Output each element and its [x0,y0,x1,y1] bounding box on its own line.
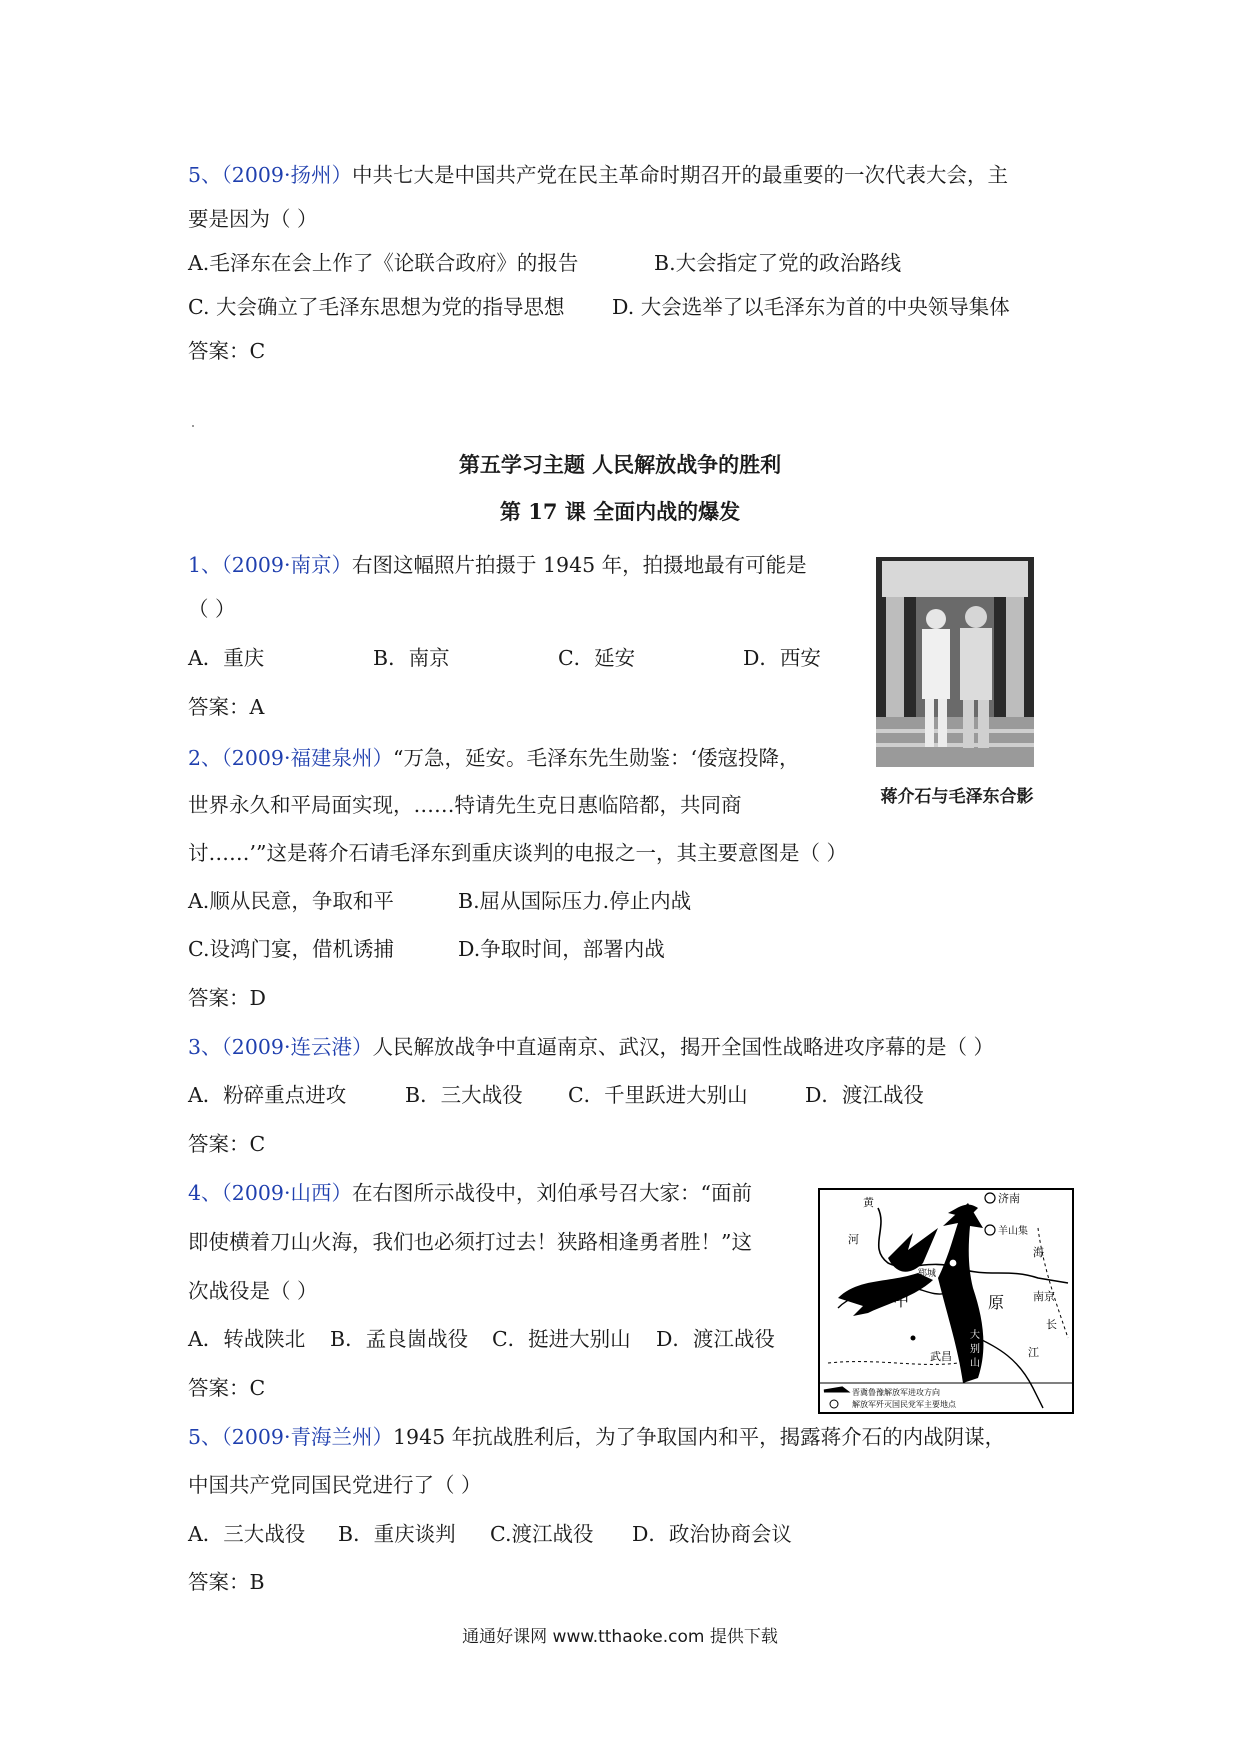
map-label-5: 海 [1033,1246,1044,1259]
q5a-line2: 要是因为（ ） [188,207,318,231]
q1-answer: 答案：A [188,695,265,719]
q4-option-b: B．孟良崮战役 [330,1327,469,1351]
q4-number: 4、 [188,1181,222,1205]
q5a-number: 5、 [188,163,222,187]
q5a-text1: 中共七大是中国共产党在民主革命时期召开的最重要的一次代表大会，主 [351,163,1008,187]
map-label-3: 羊山集 [998,1226,1028,1237]
campaign-map [818,1188,1074,1414]
q3-source: （2009·连云港） [221,1035,373,1059]
q5b-text1: 1945 年抗战胜利后，为了争取国内和平，揭露蒋介石的内战阴谋， [392,1425,1006,1449]
lesson-heading: 第 17 课 全面内战的爆发 [499,499,741,524]
q5b-line1 [188,1422,1005,1452]
photo-caption: 蒋介石与毛泽东合影 [880,787,1034,807]
q2-line1 [188,743,799,773]
q3-number: 3、 [188,1035,222,1059]
q2-answer: 答案：D [188,986,266,1010]
q3-option-b: B．三大战役 [405,1083,523,1107]
q4-line3: 次战役是（ ） [188,1279,318,1303]
q4-option-d: D．渡江战役 [656,1327,775,1351]
q4-option-c: C．挺进大别山 [492,1327,631,1351]
q2-number: 2、 [188,746,222,770]
q3-option-a: A．粉碎重点进攻 [188,1083,347,1107]
page-footer: 通通好课网 www.tthaoke.com 提供下载 [462,1627,778,1647]
q2-source: （2009·福建泉州） [221,746,393,770]
q5b-number: 5、 [188,1425,222,1449]
q5a-source: （2009·扬州） [221,163,352,187]
map-label-14: 江 [1028,1346,1039,1359]
map-label-4: 陇 [933,1240,944,1253]
map-label-1: 河 [848,1233,859,1246]
q5b-option-c: C.渡江战役 [490,1522,594,1546]
q1-option-a: A．重庆 [188,646,265,670]
q4-line1 [188,1178,752,1208]
q5a-answer: 答案：C [188,339,266,363]
q5b-answer: 答案：B [188,1570,265,1594]
q1-line2: （ ） [188,597,236,621]
map-legend-2: 解放军歼灭国民党军主要地点 [852,1400,956,1409]
q5b-option-b: B．重庆谈判 [338,1522,456,1546]
q2-option-d: D.争取时间，部署内战 [458,937,665,961]
map-label-6: 郓城 [918,1269,937,1279]
q2-option-a: A.顺从民意，争取和平 [188,889,394,913]
q1-option-b: B．南京 [373,646,450,670]
map-label-0: 黄 [863,1196,874,1209]
q4-answer: 答案：C [188,1376,266,1400]
q1-text1: 右图这幅照片拍摄于 1945 年，拍摄地最有可能是 [351,553,807,577]
q3-option-c: C．千里跃进大别山 [568,1083,748,1107]
map-label-13: 山 [970,1358,980,1369]
q1-source: （2009·南京） [221,553,352,577]
map-label-9: 南京 [1033,1290,1055,1303]
q3-answer: 答案：C [188,1132,266,1156]
q3-text1: 人民解放战争中直逼南京、武汉，揭开全国性战略进攻序幕的是（ ） [372,1035,994,1059]
map-label-10: 长 [1046,1318,1057,1331]
q3-option-d: D．渡江战役 [805,1083,924,1107]
q5a-option-b: B.大会指定了党的政治路线 [654,251,902,275]
q4-option-a: A．转战陕北 [188,1327,306,1351]
map-label-8: 原 [988,1293,1005,1312]
q1-line1 [188,550,807,580]
map-legend-1: 晋冀鲁豫解放军进攻方向 [852,1388,940,1397]
map-label-7: 中 [893,1291,910,1310]
q4-line2: 即使横着刀山火海，我们也必须打过去！狭路相逢勇者胜！”这 [188,1230,752,1254]
q1-option-d: D．西安 [743,646,821,670]
q5b-source: （2009·青海兰州） [221,1425,393,1449]
q1-number: 1、 [188,553,222,577]
map-label-11: 大 [970,1330,980,1341]
photo-figures-image [876,557,1034,767]
map-label-15: 武昌 [930,1350,952,1363]
historical-photo [876,557,1034,767]
q2-line2: 世界永久和平局面实现，……特请先生克日惠临陪都，共同商 [188,793,742,817]
q2-option-c: C.设鸿门宴，借机诱捕 [188,937,394,961]
q5b-line2: 中国共产党同国民党进行了（ ） [188,1473,482,1497]
q1-option-c: C．延安 [558,646,636,670]
q5b-option-d: D．政治协商会议 [632,1522,792,1546]
q2-option-b: B.屈从国际压力.停止内战 [458,889,692,913]
campaign-map-graphic [818,1188,1074,1414]
theme-heading: 第五学习主题 人民解放战争的胜利 [458,452,782,477]
q4-source: （2009·山西） [221,1181,352,1205]
q5a-line1 [188,160,1008,190]
q2-text1: “万急，延安。毛泽东先生勋鉴：‘倭寇投降， [392,746,800,770]
q5a-option-c: C. 大会确立了毛泽东思想为党的指导思想 [188,295,565,319]
q5b-option-a: A．三大战役 [188,1522,306,1546]
q5a-option-d: D. 大会选举了以毛泽东为首的中央领导集体 [612,295,1010,319]
map-label-2: 济南 [998,1192,1020,1205]
map-label-12: 别 [970,1344,980,1355]
q2-line3: 讨……’”这是蒋介石请毛泽东到重庆谈判的电报之一，其主要意图是（ ） [188,841,848,865]
q4-text1: 在右图所示战役中，刘伯承号召大家：“面前 [351,1181,752,1205]
q5a-option-a: A.毛泽东在会上作了《论联合政府》的报告 [188,251,579,275]
stray-dot [192,425,194,427]
q3-line1 [188,1032,994,1062]
